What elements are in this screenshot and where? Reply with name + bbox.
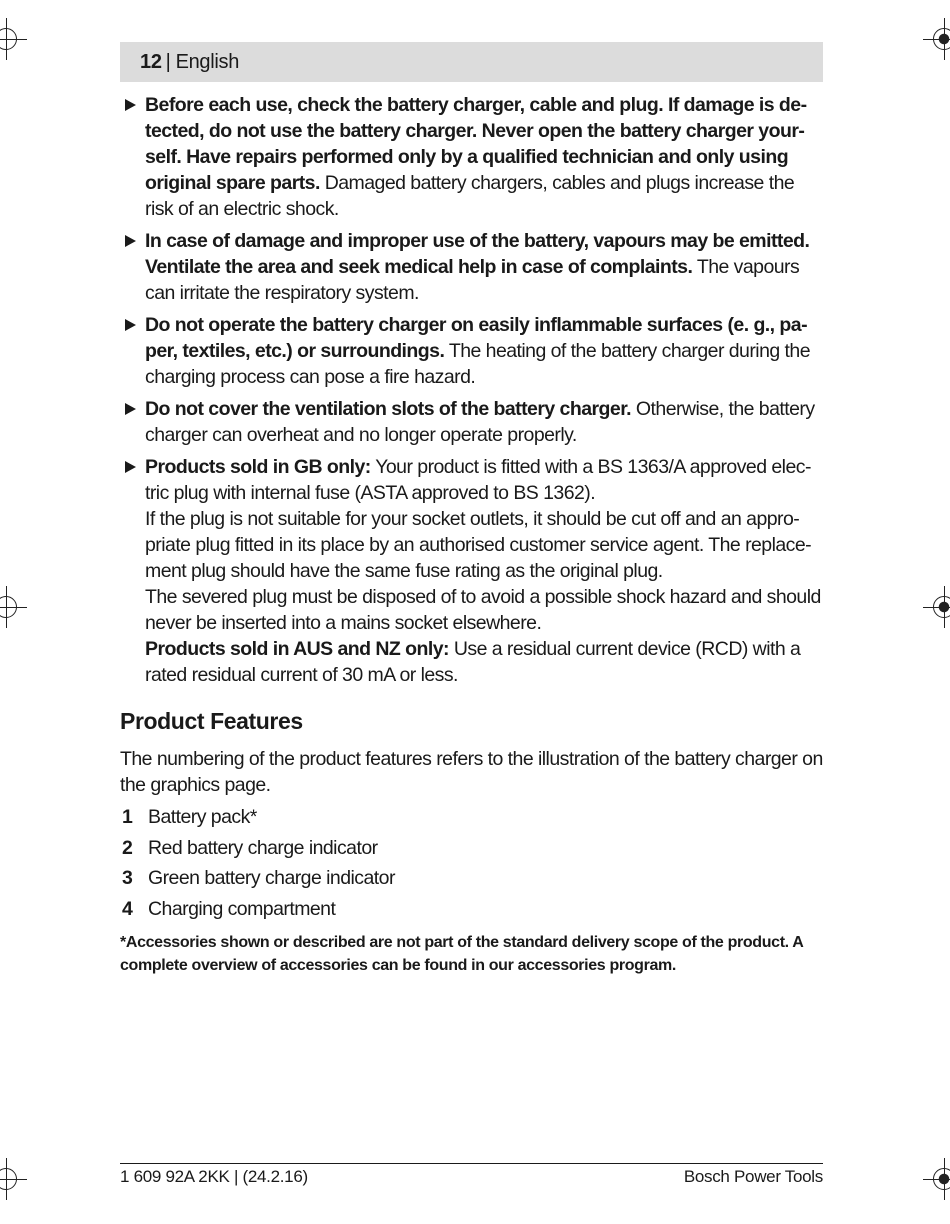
gb-paragraph (145, 454, 823, 506)
feature-item (120, 863, 823, 894)
safety-warning (120, 396, 823, 448)
feature-item (120, 894, 823, 925)
footer-document-code: 1 609 92A 2KK | (24.2.16) (120, 1167, 308, 1186)
feature-number: 1 (122, 806, 133, 829)
gb-plug-warning (120, 454, 823, 688)
feature-number: 2 (122, 836, 133, 859)
triangle-bullet-icon (125, 99, 136, 111)
registration-mark-icon (931, 1166, 950, 1192)
severed-plug-paragraph: The severed plug must be disposed of to avoid a possible shock hazard and should never be inserted into a mains socket elsewhere. (145, 586, 821, 634)
header-language: English (175, 50, 240, 73)
warning-text: The vapours can irritate the respiratory system. (145, 256, 800, 304)
warning-text: The heating of the battery charger during the charging process can pose a fire hazard. (145, 340, 810, 388)
safety-warning (120, 312, 823, 390)
warning-bold-text: In case of damage and improper use of the battery, vapours may be emitted. Ventilate the area and seek medical help in case of complaints. (145, 230, 810, 278)
registration-mark-icon (931, 26, 950, 52)
feature-label: Battery pack* (148, 806, 257, 829)
aus-text: Use a residual current device (RCD) with a rated residual current of 30 mA or less. (145, 638, 801, 686)
triangle-bullet-icon (125, 461, 136, 473)
page-header (120, 42, 823, 82)
warning-text: Damaged battery chargers, cables and plugs increase the risk of an electric shock. (145, 172, 795, 220)
section-heading: Product Features (120, 708, 303, 734)
features-intro: The numbering of the product features refers to the illustration of the battery charger on the graphics page. (120, 748, 823, 796)
feature-label: Red battery charge indicator (148, 836, 378, 859)
plug-replacement-paragraph: If the plug is not suitable for your socket outlets, it should be cut off and an appropriate plug fitted in its place by an authorised customer service agent. The replacement plug should have the same fuse rating as the original plug. (145, 508, 812, 582)
registration-mark-icon (0, 594, 19, 620)
accessories-footnote: *Accessories shown or described are not part of the standard delivery scope of the product. A complete overview of accessories can be found in our accessories program. (120, 934, 803, 974)
registration-mark-icon (0, 26, 19, 52)
safety-warning (120, 92, 823, 222)
feature-number: 4 (122, 897, 133, 920)
warning-bold-text: Do not operate the battery charger on easily inflammable surfaces (e. g., paper, textiles, etc.) or surroundings. (145, 314, 808, 362)
feature-item (120, 833, 823, 864)
triangle-bullet-icon (125, 319, 136, 331)
page-content (120, 92, 823, 977)
footer-divider (120, 1163, 823, 1164)
registration-mark-icon (931, 594, 950, 620)
aus-bold-text: Products sold in AUS and NZ only: (145, 638, 449, 660)
feature-label: Green battery charge indicator (148, 867, 395, 890)
gb-text: Your product is fitted with a BS 1363/A approved electric plug with internal fuse (ASTA approved to BS 1362). (145, 456, 812, 504)
gb-bold-text: Products sold in GB only: (145, 456, 371, 478)
aus-nz-paragraph (145, 636, 823, 688)
safety-warning (120, 228, 823, 306)
warning-bold-text: Before each use, check the battery charger, cable and plug. If damage is detected, do not use the battery charger. Never open the battery charger yourself. Have repairs performed only by a qualified technician and only using original spare parts. (145, 94, 808, 194)
feature-item (120, 802, 823, 833)
warning-bold-text: Do not cover the ventilation slots of the battery charger. (145, 398, 632, 420)
triangle-bullet-icon (125, 235, 136, 247)
footer-brand: Bosch Power Tools (683, 1167, 823, 1186)
header-separator: | (165, 50, 171, 73)
page-number: 12 (140, 50, 162, 73)
registration-mark-icon (0, 1166, 19, 1192)
warning-text: Otherwise, the battery charger can overheat and no longer operate properly. (145, 398, 815, 446)
feature-number: 3 (122, 867, 133, 890)
triangle-bullet-icon (125, 403, 136, 415)
feature-label: Charging compartment (148, 897, 336, 920)
